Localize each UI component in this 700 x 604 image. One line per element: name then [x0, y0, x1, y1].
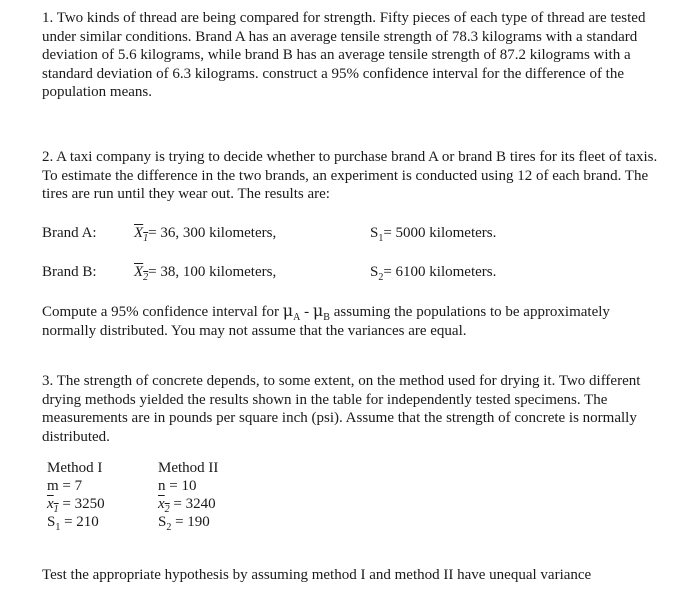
method-2-header: Method II	[158, 460, 219, 476]
method-2-mean: $x_2 = 3240$	[158, 496, 216, 515]
brand-a-mean: $X_1= 36$, 300 kilometers,	[134, 225, 277, 244]
method-1-sd: $S_1 = 210$	[47, 514, 99, 533]
method-1-column	[47, 459, 105, 531]
brand-b-label: Brand B:	[42, 264, 97, 280]
method-1-n: m = 7	[47, 478, 83, 494]
question-1-text: 1. Two kinds of thread are being compared for strength. Fifty pieces of each type of thread are tested under similar conditions. Brand A has an average tensile strength of 78.3 kilograms with a standard deviation of 5.6 kilograms, while brand B has an average tensile strength of 87.2 kilograms with a standard deviation of 6.3 kilograms. construct a 95% confidence interval for the difference of the population means.	[42, 10, 646, 100]
brand-a-label: Brand A:	[42, 225, 97, 241]
brand-b-mean: $X_2= 38$, 100 kilometers,	[134, 264, 277, 283]
method-2-n: n = 10	[158, 478, 197, 494]
method-1-header: Method I	[47, 460, 103, 476]
method-2-sd: $S_2 = 190$	[158, 514, 210, 533]
question-3-test: Test the appropriate hypothesis by assuming method I and method II have unequal variance	[42, 567, 592, 583]
question-2-intro: 2. A taxi company is trying to decide whether to purchase brand A or brand B tires for its fleet of taxis. To estimate the difference in the two brands, an experiment is conducted using 12 of each brand. The tires are run until they wear out. The results are:	[42, 149, 658, 202]
question-2-compute: Compute a 95% confidence interval for $\mu_A - \mu_B$ assuming the populations to be approximately normally distributed. You may not assume that the variances are equal.	[42, 301, 610, 339]
brand-b-sd: $S_2= 6100$ kilometers.	[370, 264, 497, 283]
method-1-mean: $x_1 = 3250$	[47, 496, 105, 515]
method-2-column	[158, 459, 218, 531]
brand-a-sd: $S_1= 5000$ kilometers.	[370, 225, 497, 244]
question-3-intro: 3. The strength of concrete depends, to some extent, on the method used for drying it. Two different drying methods yielded the results shown in the table for independently tested specimens. The measurements are in pounds per square inch (psi). Assume that the strength of concrete is normally distributed.	[42, 373, 641, 445]
